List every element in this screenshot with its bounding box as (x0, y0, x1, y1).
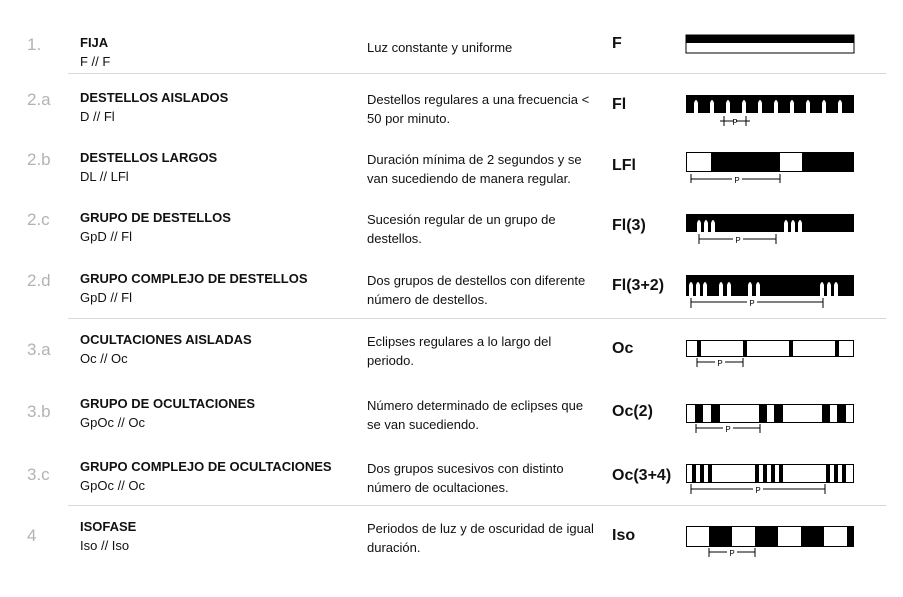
light-pattern-diagram (684, 526, 856, 576)
light-pattern-diagram (684, 403, 856, 453)
period-label: P (749, 299, 755, 308)
divider (68, 73, 886, 74)
row-name: GRUPO COMPLEJO DE OCULTACIONES (80, 459, 332, 474)
row-number: 4 (27, 526, 37, 545)
row-abbreviation: GpD // Fl (80, 229, 133, 244)
row-code: LFl (612, 157, 636, 174)
row-name: DESTELLOS LARGOS (80, 150, 218, 165)
row-number: 3.c (27, 465, 50, 484)
row-number: 2.b (27, 150, 51, 169)
row-name: ISOFASE (80, 519, 137, 534)
light-pattern-diagram (684, 271, 856, 321)
row-description: Dos grupos de destellos con diferente número de destellos. (367, 273, 586, 307)
row-destellos-largos (0, 150, 903, 210)
row-code: F (612, 35, 622, 52)
divider (68, 318, 886, 319)
period-label: P (755, 486, 761, 495)
row-description: Luz constante y uniforme (367, 40, 513, 55)
row-number: 2.c (27, 210, 50, 229)
row-name: GRUPO COMPLEJO DE DESTELLOS (80, 271, 308, 286)
row-code: Fl (612, 96, 627, 113)
row-abbreviation: GpD // Fl (80, 290, 133, 305)
row-number: 2.a (27, 90, 51, 109)
row-fija (0, 35, 903, 95)
period-label: P (735, 236, 741, 245)
row-grupo-complejo-destellos (0, 271, 903, 331)
row-description: Duración mínima de 2 segundos y se van sucediendo de manera regular. (367, 152, 582, 186)
row-description: Eclipses regulares a lo largo del periodo. (367, 334, 552, 368)
row-code: Oc(2) (612, 403, 653, 420)
light-pattern-diagram (684, 210, 856, 260)
light-pattern-diagram (684, 464, 856, 514)
row-name: FIJA (80, 35, 109, 50)
row-grupo-ocultaciones (0, 396, 903, 456)
light-pattern-diagram (684, 338, 856, 388)
row-number: 2.d (27, 271, 51, 290)
row-name: DESTELLOS AISLADOS (80, 90, 229, 105)
row-grupo-destellos (0, 210, 903, 270)
row-number: 3.a (27, 340, 51, 359)
divider (68, 505, 886, 506)
period-label: P (725, 425, 731, 434)
row-name: GRUPO DE DESTELLOS (80, 210, 231, 225)
period-label: P (734, 176, 740, 185)
row-grupo-complejo-ocultaciones (0, 459, 903, 519)
row-description: Sucesión regular de un grupo de destellos. (367, 212, 556, 246)
row-number: 1. (27, 35, 42, 54)
row-code: Fl(3+2) (612, 277, 665, 294)
row-code: Oc (612, 340, 634, 357)
row-number: 3.b (27, 402, 51, 421)
row-abbreviation: GpOc // Oc (80, 478, 146, 493)
row-name: OCULTACIONES AISLADAS (80, 332, 252, 347)
row-description: Dos grupos sucesivos con distinto número de ocultaciones. (367, 461, 564, 495)
row-isofase (0, 519, 903, 579)
row-abbreviation: Oc // Oc (80, 351, 128, 366)
light-pattern-diagram (684, 150, 856, 200)
row-abbreviation: F // F (80, 54, 111, 69)
row-name: GRUPO DE OCULTACIONES (80, 396, 256, 411)
light-pattern-diagram (684, 90, 856, 140)
row-description: Periodos de luz y de oscuridad de igual duración. (367, 521, 594, 555)
row-abbreviation: GpOc // Oc (80, 415, 146, 430)
row-abbreviation: Iso // Iso (80, 538, 130, 553)
light-pattern-diagram (684, 35, 856, 85)
row-ocultaciones-aisladas (0, 332, 903, 392)
row-code: Oc(3+4) (612, 467, 672, 484)
row-destellos-aislados (0, 90, 903, 150)
period-label: P (732, 118, 738, 127)
period-label: P (717, 359, 723, 368)
row-abbreviation: DL // LFl (80, 169, 129, 184)
period-label: P (729, 549, 735, 558)
row-description: Destellos regulares a una frecuencia < 50 por minuto. (367, 92, 590, 126)
row-code: Fl(3) (612, 217, 646, 234)
row-code: Iso (612, 527, 636, 544)
row-abbreviation: D // Fl (80, 109, 115, 124)
row-description: Número determinado de eclipses que se van sucediendo. (367, 398, 584, 432)
